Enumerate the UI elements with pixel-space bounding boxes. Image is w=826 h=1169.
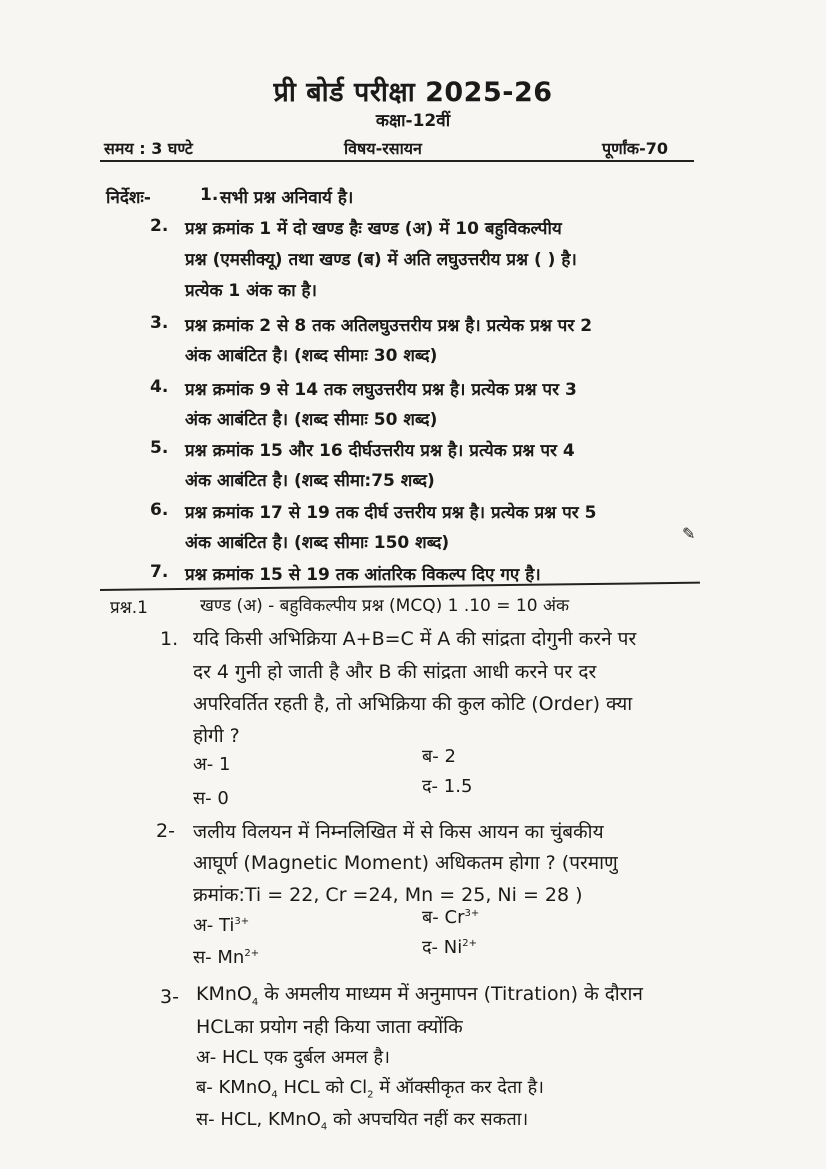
exam-meta-row — [104, 137, 694, 161]
instruction-6-line-2: अंक आबंटित है। (शब्द सीमाः 150 शब्द) — [185, 533, 450, 553]
instruction-2-line-2: प्रश्न (एमसीक्यू) तथा खण्ड (ब) में अति लघुउत्तरीय प्रश्न ( ) है। — [185, 250, 577, 270]
section-heading: खण्ड (अ) - बहुविकल्पीय प्रश्न (MCQ) 1 .10 = 10 अंक — [200, 596, 570, 616]
instruction-2-line-1: प्रश्न क्रमांक 1 में दो खण्ड हैः खण्ड (अ) में 10 बहुविकल्पीय — [185, 219, 562, 239]
instruction-1-text: सभी प्रश्न अनिवार्य है। — [220, 188, 354, 208]
instruction-4-num: 4. — [150, 377, 169, 397]
stray-pen-mark: ✎ — [682, 524, 696, 543]
subject-label: विषय-रसायन — [344, 139, 422, 158]
q3-option-a: अ- HCL एक दुर्बल अमल है। — [196, 1047, 390, 1068]
instruction-4-line-2: अंक आबंटित है। (शब्द सीमाः 50 शब्द) — [185, 410, 438, 430]
instruction-6-num: 6. — [150, 500, 169, 520]
q2-line-2: आघूर्ण (Magnetic Moment) अधिकतम होगा ? (परमाणु — [193, 852, 618, 874]
instruction-5-line-1: प्रश्न क्रमांक 15 और 16 दीर्घउत्तरीय प्रश्न है। प्रत्येक प्रश्न पर 4 — [185, 441, 575, 461]
instruction-2-num: 2. — [150, 216, 169, 236]
instruction-3-line-1: प्रश्न क्रमांक 2 से 8 तक अतिलघुउत्तरीय प्रश्न है। प्रत्येक प्रश्न पर 2 — [185, 316, 593, 336]
q2-option-c: स- $Mn^{2+}$ — [193, 947, 260, 968]
section-label: प्रश्न.1 — [110, 598, 148, 618]
header-divider — [100, 160, 694, 162]
q1-option-b: ब- 2 — [422, 746, 456, 767]
instruction-7-line-1: प्रश्न क्रमांक 15 से 19 तक आंतरिक विकल्प दिए गए है। — [185, 565, 541, 585]
q2-line-1: जलीय विलयन में निम्नलिखित में से किस आयन का चुंबकीय — [193, 821, 604, 843]
q3-option-b: ब- KMnO$_4$ HCL को $Cl_2$ में ऑक्सीकृत कर देता है। — [196, 1077, 544, 1101]
instruction-7-num: 7. — [150, 562, 169, 582]
q3-num: 3- — [160, 986, 179, 1008]
instruction-6-line-1: प्रश्न क्रमांक 17 से 19 तक दीर्घ उत्तरीय प्रश्न है। प्रत्येक प्रश्न पर 5 — [185, 503, 597, 523]
q2-option-d: द- $Ni^{2+}$ — [422, 937, 477, 958]
q3-line-1: KMnO$_4$ के अमलीय माध्यम में अनुमापन (Titration) के दौरान — [196, 983, 643, 1008]
q2-option-b: ब- $Cr^{3+}$ — [422, 907, 480, 928]
q3-line-2: HCLका प्रयोग नही किया जाता क्योंकि — [196, 1016, 463, 1038]
instruction-4-line-1: प्रश्न क्रमांक 9 से 14 तक लघुउत्तरीय प्रश्न है। प्रत्येक प्रश्न पर 3 — [185, 380, 577, 400]
q1-line-4: होगी ? — [193, 725, 240, 747]
class-label: कक्षा-12वीं — [375, 111, 451, 131]
instruction-2-line-3: प्रत्येक 1 अंक का है। — [185, 281, 317, 301]
instruction-3-num: 3. — [150, 313, 169, 333]
instructions-label: निर्देशः- — [106, 188, 151, 208]
q1-option-a: अ- 1 — [193, 754, 231, 775]
instruction-1-num: 1. — [200, 185, 219, 205]
q1-line-1: यदि किसी अभिक्रिया A+B=C में A की सांद्रता दोगुनी करने पर — [193, 628, 637, 650]
instruction-5-num: 5. — [150, 438, 169, 458]
q1-line-3: अपरिवर्तित रहती है, तो अभिक्रिया की कुल कोटि (Order) क्या — [193, 693, 633, 715]
instruction-3-line-2: अंक आबंटित है। (शब्द सीमाः 30 शब्द) — [185, 346, 438, 366]
exam-title: प्री बोर्ड परीक्षा 2025-26 — [273, 77, 553, 108]
q2-line-3: क्रमांक:Ti = 22, Cr =24, Mn = 25, Ni = 28 ) — [193, 884, 583, 906]
time-label: समय : 3 घण्टे — [104, 139, 193, 158]
q1-option-d: द- 1.5 — [422, 776, 473, 797]
q1-line-2: दर 4 गुनी हो जाती है और B की सांद्रता आधी करने पर दर — [193, 661, 597, 683]
q1-num: 1. — [160, 628, 179, 650]
q2-option-a: अ- $Ti^{3+}$ — [193, 915, 250, 936]
instruction-5-line-2: अंक आबंटित है। (शब्द सीमा:75 शब्द) — [185, 471, 435, 491]
q2-num: 2- — [156, 820, 175, 842]
q1-option-c: स- 0 — [193, 788, 229, 809]
max-marks-label: पूर्णांक-70 — [602, 139, 668, 158]
q3-option-c: स- HCL, KMnO$_4$ को अपचयित नहीं कर सकता। — [196, 1109, 529, 1133]
